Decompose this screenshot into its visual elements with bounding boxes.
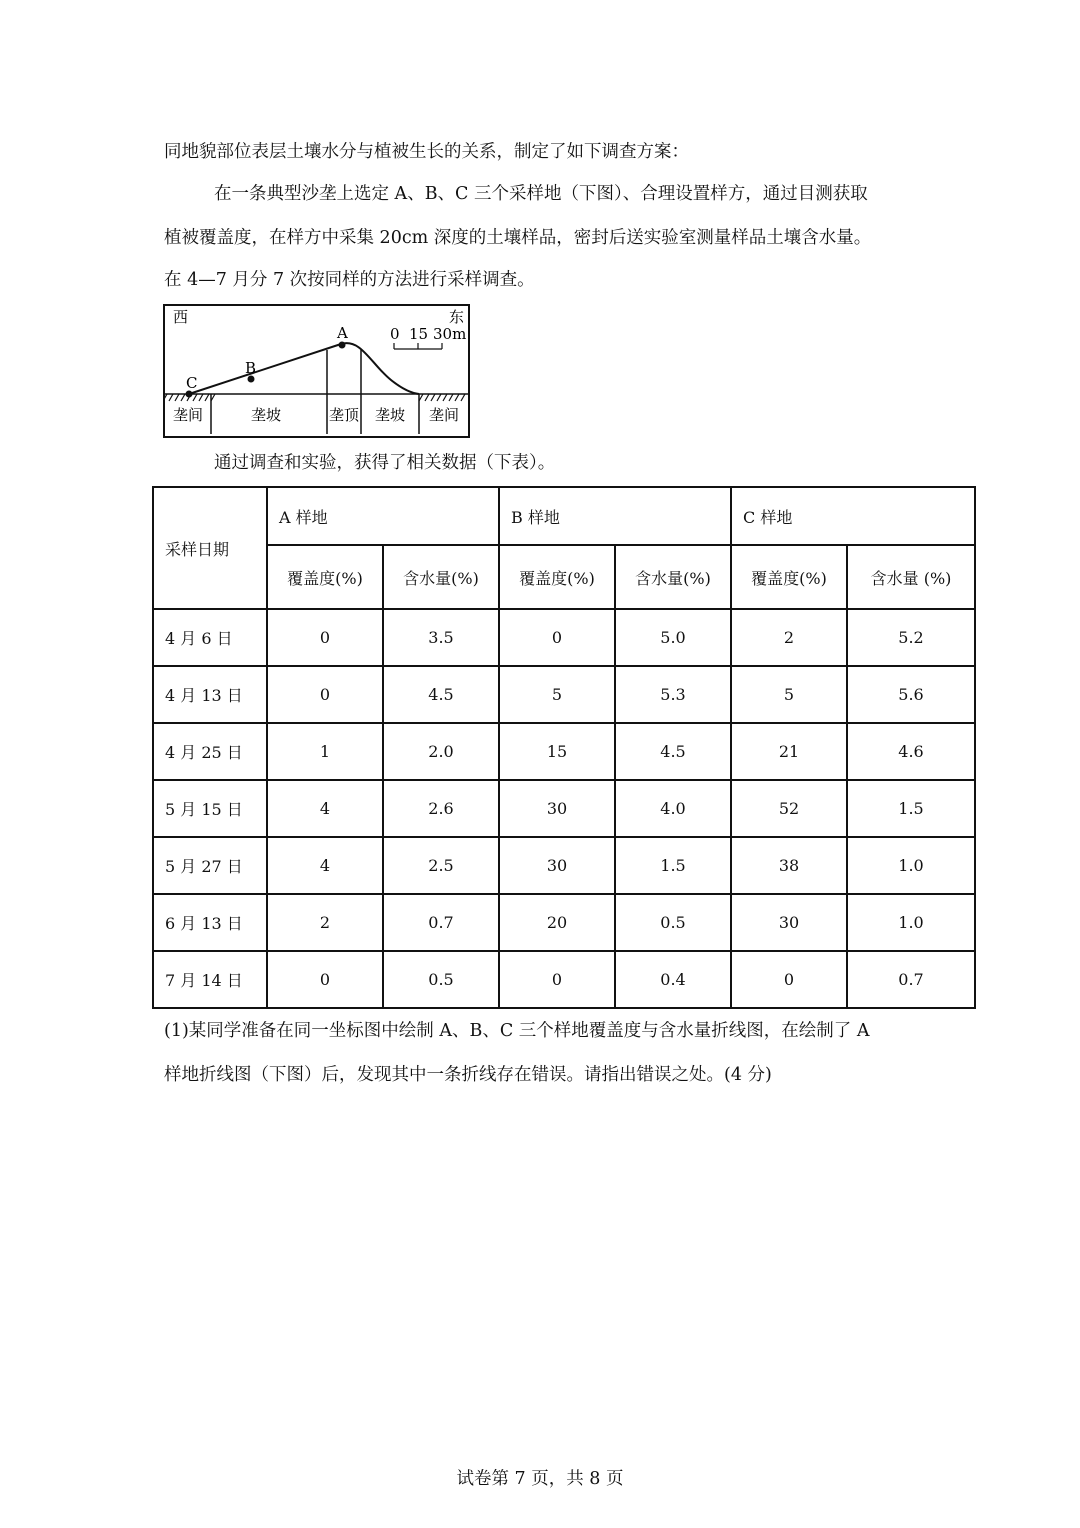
cell: 5 [731, 666, 847, 723]
cell: 2.5 [383, 837, 499, 894]
cell: 0 [267, 666, 383, 723]
zone-label: 垄顶 [329, 406, 360, 424]
header-sampling-date: 采样日期 [153, 487, 267, 609]
row-date: 6 月 13 日 [153, 894, 267, 951]
scale-label-0: 0 [390, 325, 400, 343]
cell: 4.5 [383, 666, 499, 723]
cell: 2 [267, 894, 383, 951]
cell: 15 [499, 723, 615, 780]
cell: 4 [267, 780, 383, 837]
cell: 2.0 [383, 723, 499, 780]
cell: 0 [499, 951, 615, 1008]
subheader-coverage: 覆盖度(%) [499, 545, 615, 609]
question-line-1: (1)某同学准备在同一坐标图中绘制 A、B、C 三个样地覆盖度与含水量折线图，在绘制了 A [164, 1021, 870, 1041]
cell: 4 [267, 837, 383, 894]
cell: 0 [267, 609, 383, 666]
cell: 0.5 [383, 951, 499, 1008]
subheader-moisture: 含水量(%) [383, 545, 499, 609]
label-point-c: C [186, 374, 198, 392]
cell: 4.0 [615, 780, 731, 837]
row-date: 5 月 27 日 [153, 837, 267, 894]
row-date: 4 月 25 日 [153, 723, 267, 780]
question-line-2: 样地折线图（下图）后，发现其中一条折线存在错误。请指出错误之处。(4 分) [164, 1065, 772, 1085]
cell: 0.7 [383, 894, 499, 951]
sampling-data-table [152, 486, 976, 1009]
data-intro: 通过调查和实验，获得了相关数据（下表）。 [214, 453, 556, 473]
table-row [153, 723, 975, 780]
cell: 38 [731, 837, 847, 894]
cell: 5.0 [615, 609, 731, 666]
sand-ridge-diagram [163, 304, 470, 438]
cell: 0.4 [615, 951, 731, 1008]
cell: 30 [731, 894, 847, 951]
point-a-marker [339, 342, 346, 349]
intro-line-2: 在一条典型沙垄上选定 A、B、C 三个采样地（下图）、合理设置样方，通过目测获取 [214, 184, 868, 204]
zone-label: 垄间 [429, 406, 460, 424]
zone-label: 垄坡 [375, 406, 406, 424]
table-row [153, 894, 975, 951]
subheader-coverage: 覆盖度(%) [731, 545, 847, 609]
row-date: 4 月 6 日 [153, 609, 267, 666]
subheader-coverage: 覆盖度(%) [267, 545, 383, 609]
header-site-a: A 样地 [267, 487, 499, 545]
table-row [153, 609, 975, 666]
cell: 4.5 [615, 723, 731, 780]
cell: 0 [731, 951, 847, 1008]
table-row [153, 951, 975, 1008]
cell: 5.6 [847, 666, 975, 723]
ridge-profile [189, 343, 419, 394]
cell: 2.6 [383, 780, 499, 837]
zone-label: 垄间 [173, 406, 204, 424]
label-west: 西 [173, 308, 189, 326]
cell: 0 [499, 609, 615, 666]
table-row [153, 780, 975, 837]
zone-label: 垄坡 [251, 406, 282, 424]
scale-label-30m: 30m [433, 325, 467, 343]
intro-line-1: 同地貌部位表层土壤水分与植被生长的关系，制定了如下调查方案： [164, 142, 689, 162]
cell: 0.7 [847, 951, 975, 1008]
row-date: 4 月 13 日 [153, 666, 267, 723]
header-site-c: C 样地 [731, 487, 975, 545]
cell: 1.0 [847, 894, 975, 951]
row-date: 7 月 14 日 [153, 951, 267, 1008]
cell: 0 [267, 951, 383, 1008]
subheader-moisture: 含水量(%) [615, 545, 731, 609]
cell: 1.0 [847, 837, 975, 894]
cell: 1.5 [847, 780, 975, 837]
cell: 5 [499, 666, 615, 723]
cell: 1.5 [615, 837, 731, 894]
table-row [153, 666, 975, 723]
label-east: 东 [449, 308, 465, 326]
subheader-moisture: 含水量 (%) [847, 545, 975, 609]
cell: 3.5 [383, 609, 499, 666]
cell: 0.5 [615, 894, 731, 951]
scale-bar [394, 343, 442, 349]
row-date: 5 月 15 日 [153, 780, 267, 837]
cell: 52 [731, 780, 847, 837]
cell: 4.6 [847, 723, 975, 780]
cell: 1 [267, 723, 383, 780]
cell: 5.2 [847, 609, 975, 666]
table-row [153, 837, 975, 894]
cell: 5.3 [615, 666, 731, 723]
intro-line-4: 在 4—7 月分 7 次按同样的方法进行采样调查。 [164, 270, 535, 290]
cell: 21 [731, 723, 847, 780]
cell: 30 [499, 780, 615, 837]
label-point-b: B [245, 359, 257, 377]
scale-label-15: 15 [409, 325, 429, 343]
header-site-b: B 样地 [499, 487, 731, 545]
cell: 30 [499, 837, 615, 894]
intro-line-3: 植被覆盖度，在样方中采集 20cm 深度的土壤样品，密封后送实验室测量样品土壤含水量。 [164, 228, 872, 248]
cell: 20 [499, 894, 615, 951]
label-point-a: A [337, 324, 348, 342]
hatch-right [419, 394, 465, 401]
cell: 2 [731, 609, 847, 666]
page-footer: 试卷第 7 页，共 8 页 [456, 1469, 624, 1489]
